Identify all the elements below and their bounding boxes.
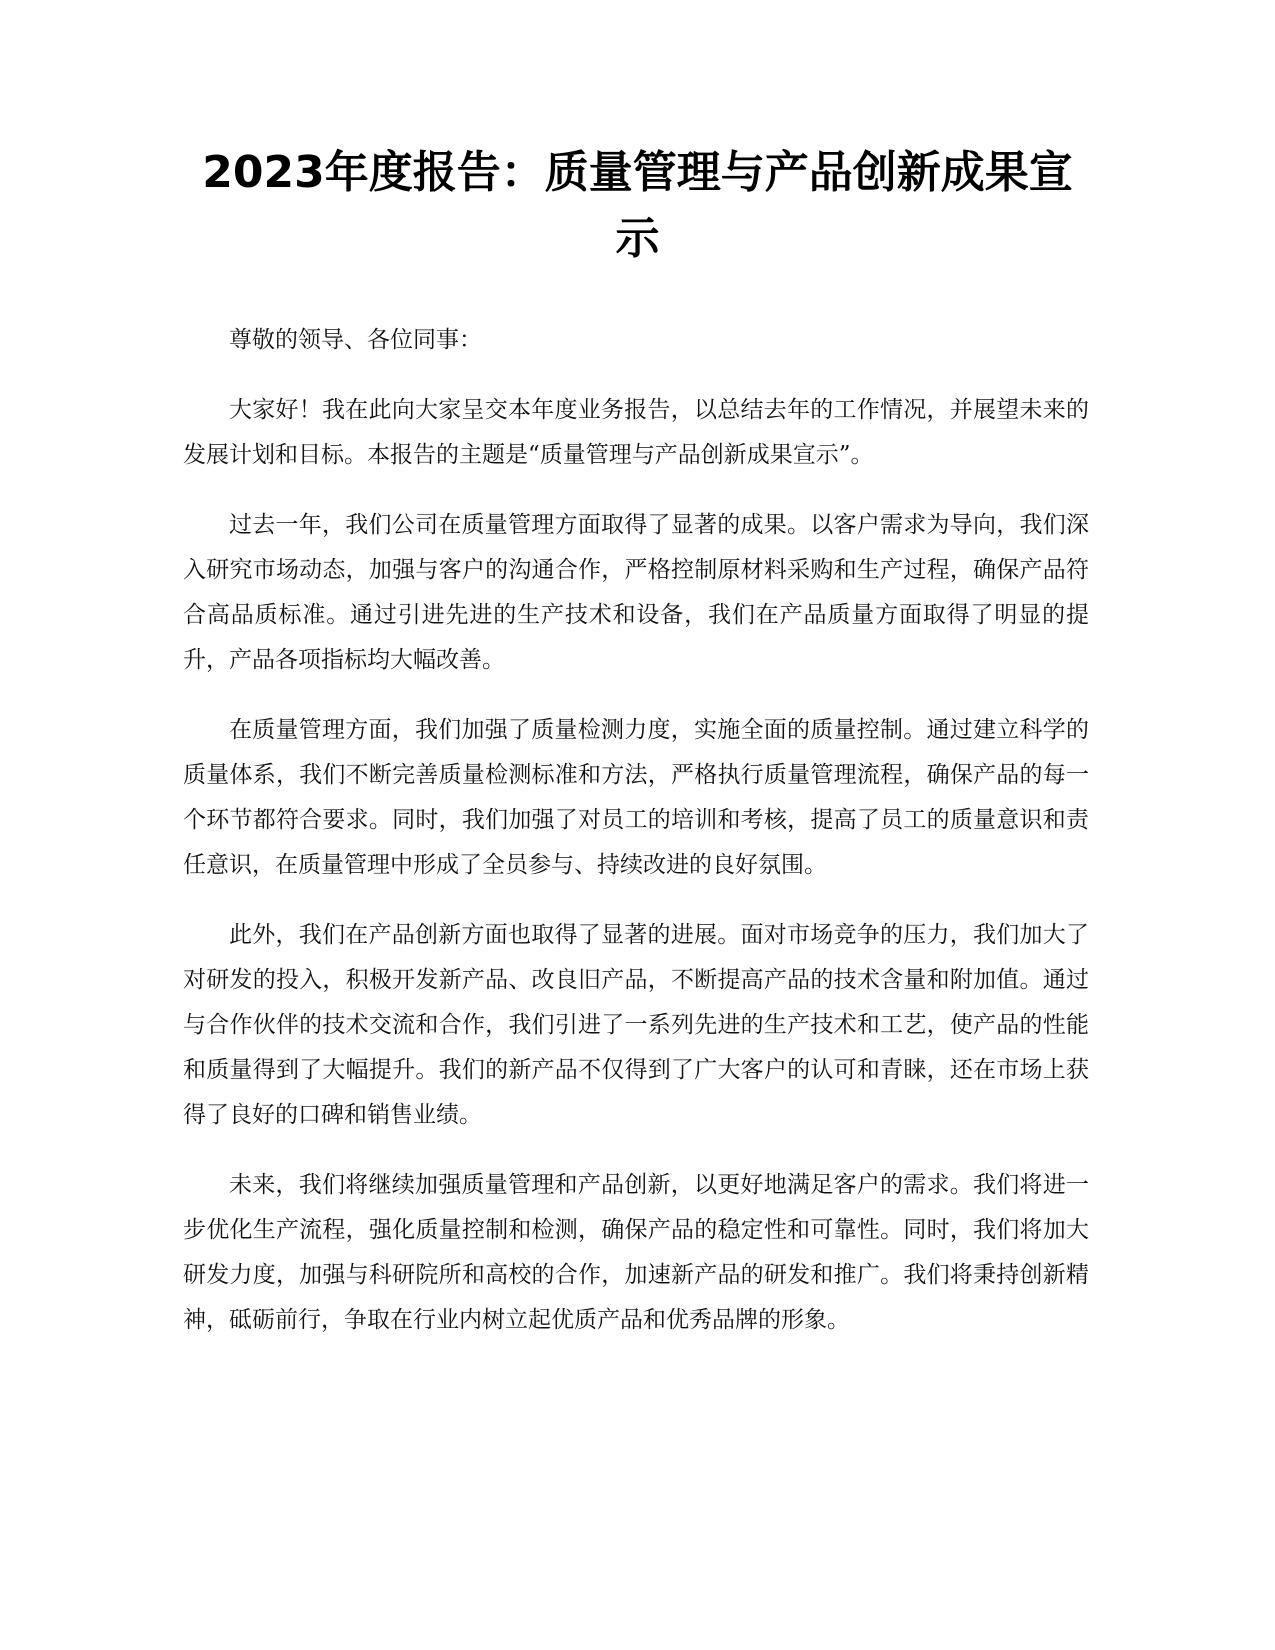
paragraph-quality-management: 在质量管理方面，我们加强了质量检测力度，实施全面的质量控制。通过建立科学的质量体系，我们不断完善质量检测标准和方法，严格执行质量管理流程，确保产品的每一个环节都符合要求。同时，我们加强了对员工的培训和考核，提高了员工的质量意识和责任意识，在质量管理中形成了全员参与、持续改进的良好氛围。 — [183, 717, 1089, 878]
paragraph-quality-results: 过去一年，我们公司在质量管理方面取得了显著的成果。以客户需求为导向，我们深入研究市场动态，加强与客户的沟通合作，严格控制原材料采购和生产过程，确保产品符合高品质标准。通过引进先进的生产技术和设备，我们在产品质量方面取得了明显的提升，产品各项指标均大幅改善。 — [183, 512, 1089, 673]
page-title: 2023年度报告：质量管理与产品创新成果宣示 — [202, 147, 1073, 264]
paragraph-intro: 大家好！我在此向大家呈交本年度业务报告，以总结去年的工作情况，并展望未来的发展计划和目标。本报告的主题是“质量管理与产品创新成果宣示”。 — [183, 397, 1089, 468]
paragraph-product-innovation: 此外，我们在产品创新方面也取得了显著的进展。面对市场竞争的压力，我们加大了对研发的投入，积极开发新产品、改良旧产品，不断提高产品的技术含量和附加值。通过与合作伙伴的技术交流和合作，我们引进了一系列先进的生产技术和工艺，使产品的性能和质量得到了大幅提升。我们的新产品不仅得到了广大客户的认可和青睐，还在市场上获得了良好的口碑和销售业绩。 — [183, 922, 1089, 1128]
paragraph-future-plans: 未来，我们将继续加强质量管理和产品创新，以更好地满足客户的需求。我们将进一步优化生产流程，强化质量控制和检测，确保产品的稳定性和可靠性。同时，我们将加大研发力度，加强与科研院所和高校的合作，加速新产品的研发和推广。我们将秉持创新精神，砥砺前行，争取在行业内树立起优质产品和优秀品牌的形象。 — [183, 1172, 1089, 1333]
document-body — [183, 318, 1089, 1368]
salutation: 尊敬的领导、各位同事： — [229, 327, 482, 353]
